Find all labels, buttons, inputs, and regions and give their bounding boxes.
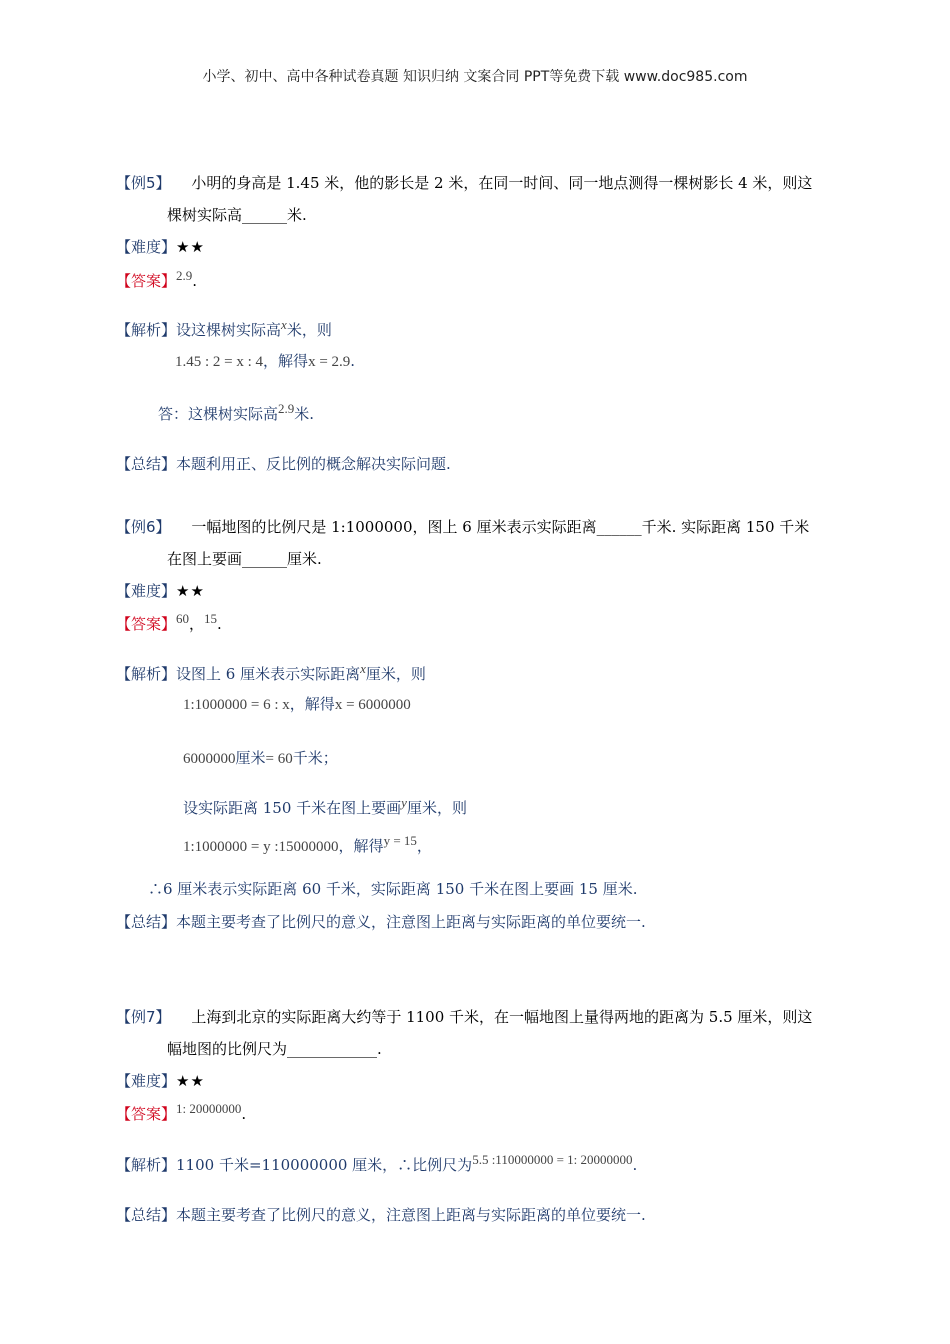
answer-label: 【答案】 — [116, 1105, 177, 1123]
question-text: 小明的身高是 1.45 米，他的影长是 2 米，在同一时间、同一地点测得一棵树影长 4 米，则这 — [191, 174, 813, 192]
math-value: 6000000 — [183, 751, 236, 767]
math-value: 2.9 — [278, 401, 295, 416]
difficulty-line — [116, 581, 205, 601]
analysis-label: 【解析】 — [116, 1156, 177, 1174]
analysis-line-2 — [175, 351, 355, 372]
answer-value: 60 — [176, 611, 190, 626]
summary-text: 本题主要考查了比例尺的意义，注意图上距离与实际距离的单位要统一. — [176, 913, 646, 931]
math-equation: 1:1000000 = 6 : x — [183, 697, 290, 713]
analysis-label: 【解析】 — [116, 321, 177, 339]
math-equation: 1.45 : 2 = x : 4 — [175, 354, 264, 370]
answer-value: 2.9 — [176, 268, 193, 283]
question-line-1 — [116, 173, 812, 193]
analysis-text: 厘米，则 — [406, 799, 467, 817]
math-equation: x = 6000000 — [334, 697, 411, 713]
math-var: x — [360, 661, 366, 676]
math-equation: 1:1000000 = y :15000000 — [183, 839, 339, 855]
example-tag: 【例6】 — [116, 518, 171, 536]
question-line-1 — [116, 1007, 812, 1027]
analysis-conclusion: ∴6 厘米表示实际距离 60 千米，实际距离 150 千米在图上要画 15 厘米. — [148, 880, 638, 898]
summary-label: 【总结】 — [116, 455, 177, 473]
analysis-conclusion — [158, 401, 315, 425]
example-tag: 【例5】 — [116, 174, 171, 192]
analysis-line-5 — [183, 833, 432, 857]
page-header: 小学、初中、高中各种试卷真题 知识归纳 文案合同 PPT等免费下载 www.doc985.com — [202, 69, 748, 85]
answer-value: 1: 20000000 — [176, 1101, 242, 1116]
analysis-text: 厘米，则 — [365, 665, 426, 683]
summary-label: 【总结】 — [116, 1206, 177, 1224]
analysis-text: ，解得 — [289, 695, 335, 713]
difficulty-label: 【难度】 — [116, 582, 177, 600]
analysis-text: 设这棵树实际高 — [176, 321, 282, 339]
analysis-text: 厘米 — [235, 749, 266, 767]
summary-line — [116, 912, 646, 932]
analysis-text: 1100 千米=110000000 厘米，∴比例尺为 — [176, 1156, 473, 1174]
math-equation: 5.5 :110000000 = 1: 20000000 — [472, 1152, 633, 1167]
analysis-text: 答：这棵树实际高 — [158, 405, 279, 423]
analysis-text: 设图上 6 厘米表示实际距离 — [176, 665, 361, 683]
analysis-line-2 — [183, 694, 411, 715]
summary-line — [116, 454, 451, 474]
analysis-line-4 — [183, 795, 467, 819]
difficulty-line — [116, 237, 205, 257]
question-text: 一幅地图的比例尺是 1:1000000，图上 6 厘米表示实际距离______千米. 实际距离 150 千米 — [191, 518, 810, 536]
difficulty-label: 【难度】 — [116, 238, 177, 256]
difficulty-stars: ★★ — [176, 1072, 205, 1090]
analysis-line-1 — [116, 661, 426, 685]
difficulty-stars: ★★ — [176, 582, 205, 600]
answer-separator: ， — [189, 615, 205, 633]
analysis-text: . — [632, 1156, 638, 1174]
analysis-text: 米，则 — [286, 321, 332, 339]
math-equation: = 60 — [265, 751, 293, 767]
analysis-text: . — [350, 352, 356, 370]
answer-line — [116, 1101, 247, 1125]
analysis-text: 米. — [294, 405, 315, 423]
summary-text: 本题主要考查了比例尺的意义，注意图上距离与实际距离的单位要统一. — [176, 1206, 646, 1224]
summary-text: 本题利用正、反比例的概念解决实际问题. — [176, 455, 451, 473]
question-line-2: 幅地图的比例尺为____________. — [167, 1040, 382, 1058]
summary-label: 【总结】 — [116, 913, 177, 931]
analysis-line-1 — [116, 317, 332, 341]
analysis-text: 设实际距离 150 千米在图上要画 — [183, 799, 402, 817]
answer-line — [116, 611, 222, 635]
answer-label: 【答案】 — [116, 615, 177, 633]
question-line-2: 棵树实际高______米. — [167, 206, 307, 224]
answer-tail: . — [241, 1105, 247, 1123]
analysis-label: 【解析】 — [116, 665, 177, 683]
difficulty-line — [116, 1071, 205, 1091]
summary-line — [116, 1205, 646, 1225]
analysis-text: ，解得 — [338, 837, 384, 855]
math-var: y — [401, 795, 407, 810]
math-var: x — [281, 317, 287, 332]
answer-tail: . — [192, 272, 198, 290]
math-equation: y = 15 — [383, 833, 417, 848]
example-tag: 【例7】 — [116, 1008, 171, 1026]
difficulty-label: 【难度】 — [116, 1072, 177, 1090]
analysis-text: ，解得 — [263, 352, 309, 370]
answer-value: 15 — [204, 611, 218, 626]
question-line-1 — [116, 517, 809, 537]
answer-tail: . — [217, 615, 222, 633]
question-text: 上海到北京的实际距离大约等于 1100 千米，在一幅地图上量得两地的距离为 5.5 厘米，则这 — [191, 1008, 813, 1026]
analysis-text: ， — [416, 837, 432, 855]
analysis-line-3 — [183, 748, 338, 769]
math-equation: x = 2.9 — [308, 354, 351, 370]
analysis-text: 千米； — [292, 749, 338, 767]
question-line-2: 在图上要画______厘米. — [167, 550, 322, 568]
answer-label: 【答案】 — [116, 272, 177, 290]
analysis-line-1 — [116, 1152, 638, 1176]
answer-line — [116, 268, 198, 292]
difficulty-stars: ★★ — [176, 238, 205, 256]
